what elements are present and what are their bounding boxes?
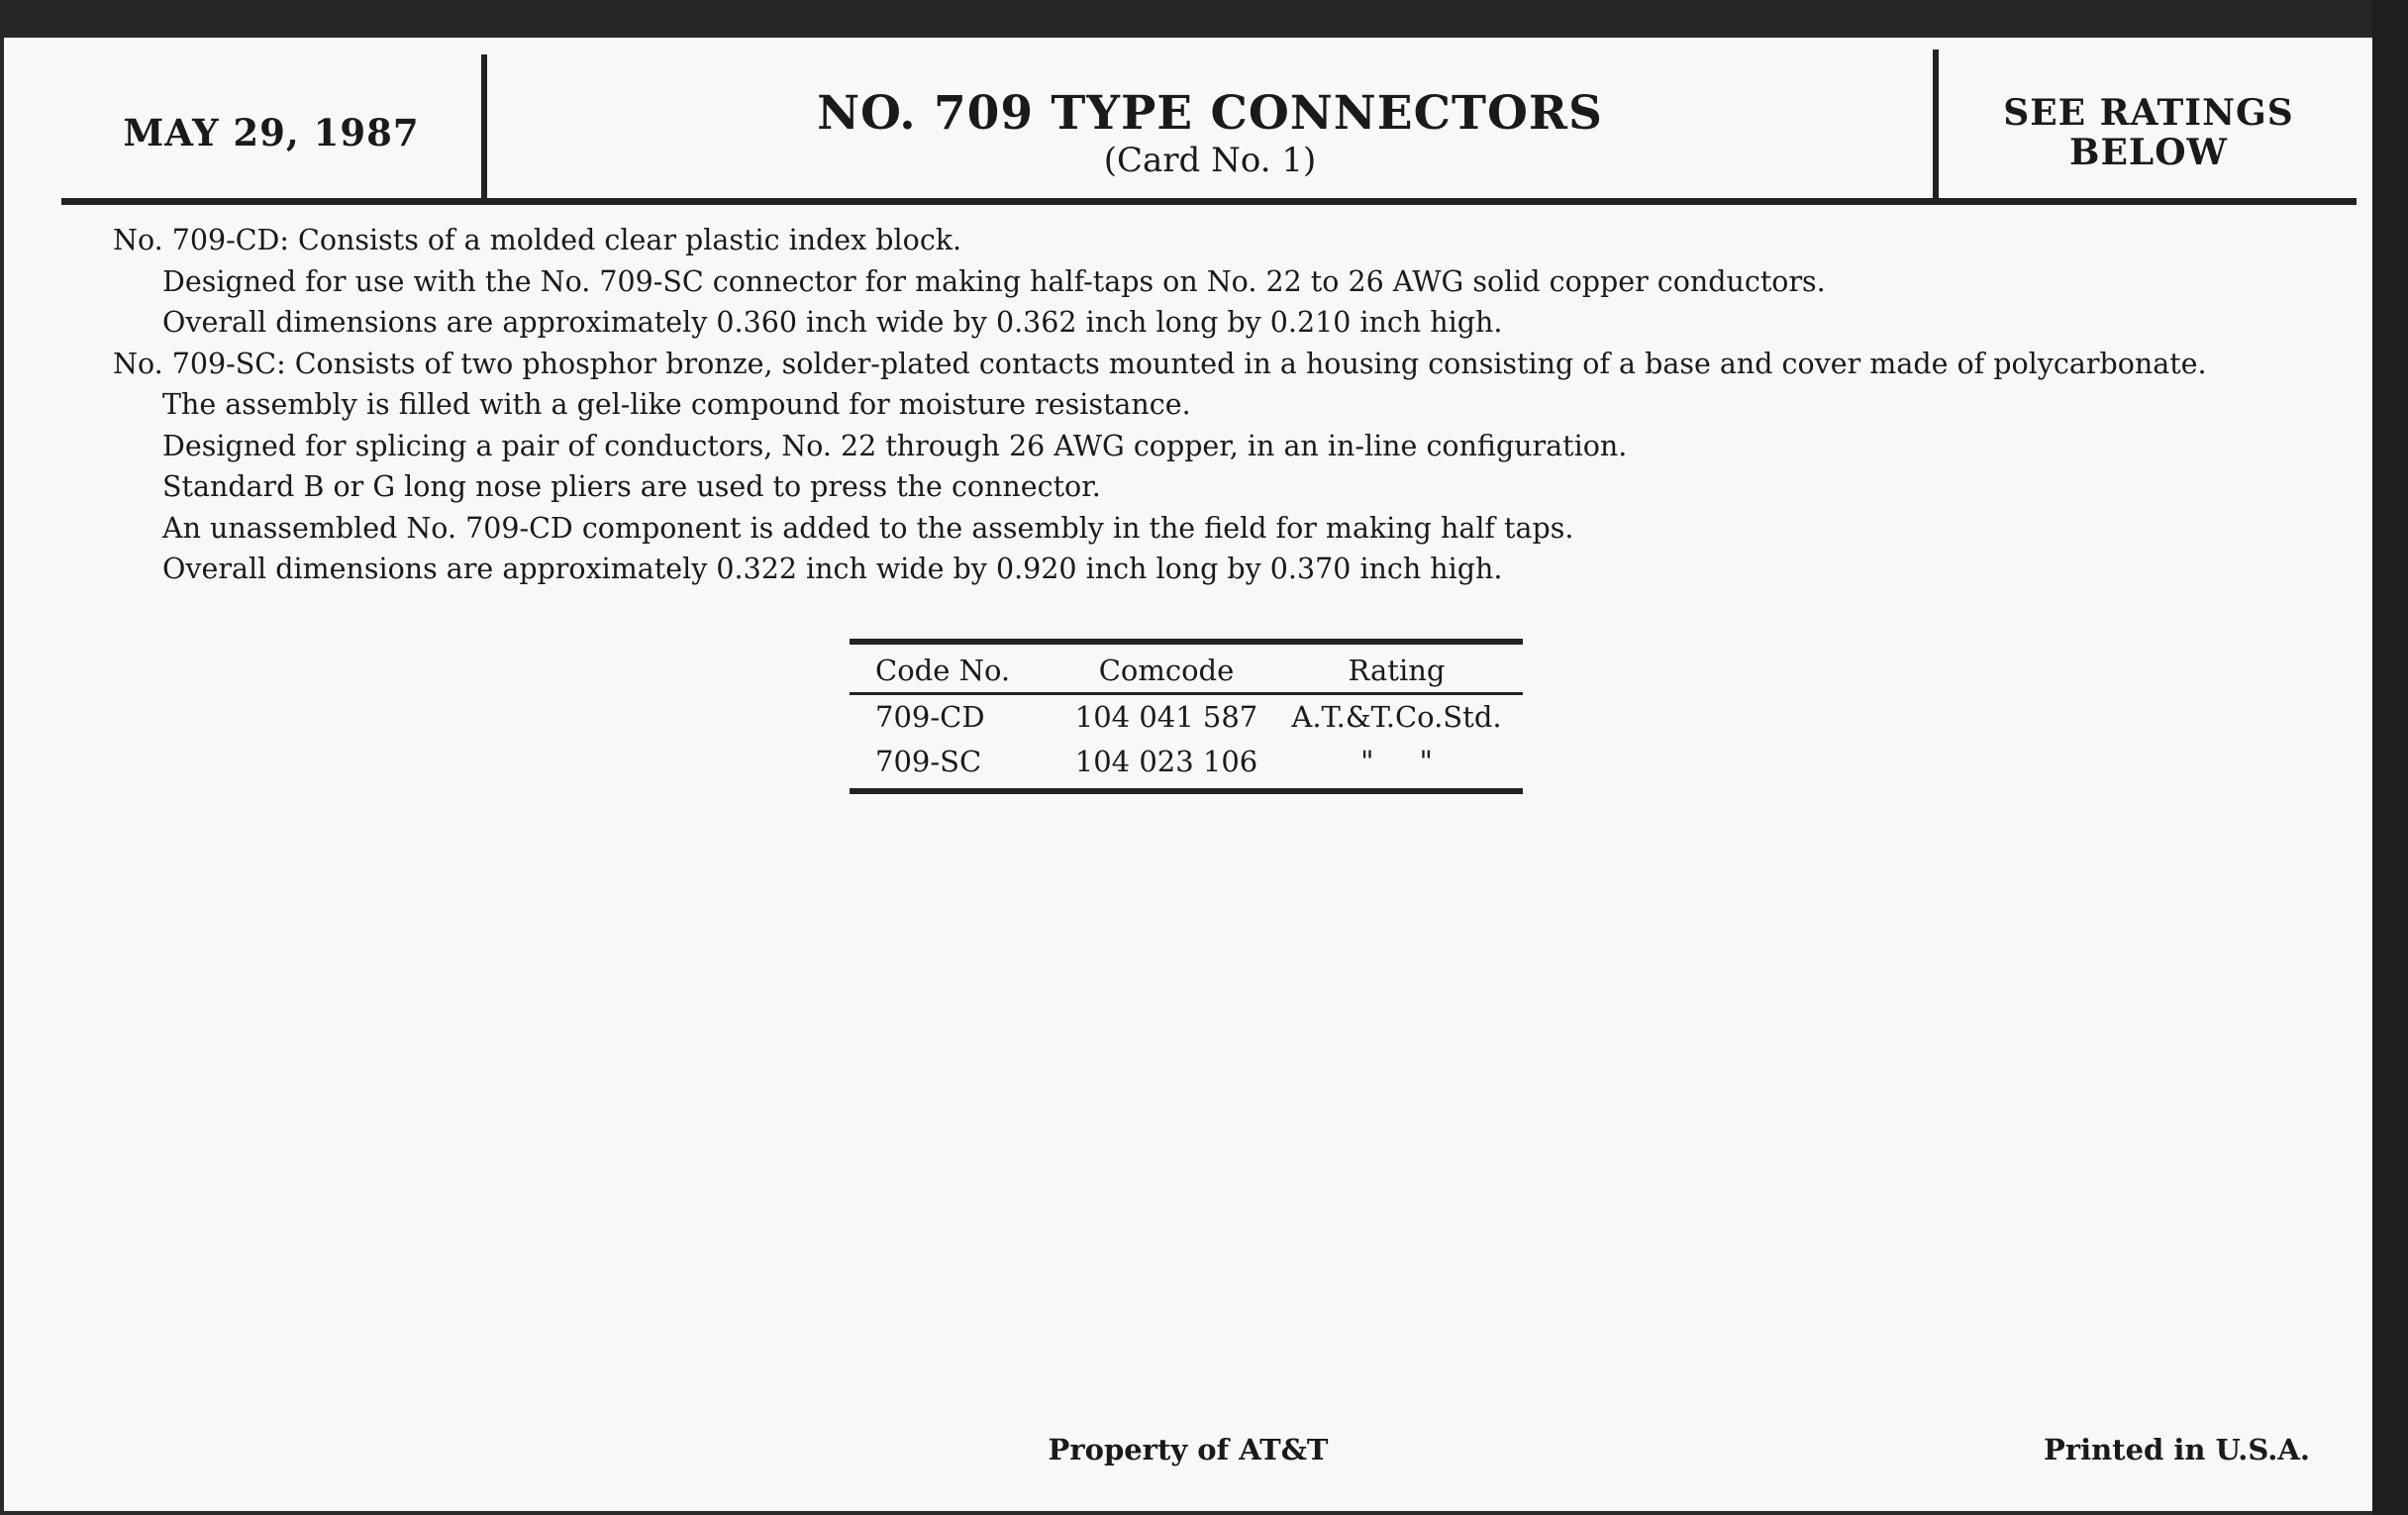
footer-property: Property of AT&T (1048, 1433, 1329, 1466)
description-body (113, 220, 2351, 590)
rating-note (1939, 93, 2358, 172)
document-title-block (487, 87, 1933, 180)
description-line: The assembly is filled with a gel-like compound for moisture resistance. (162, 388, 1191, 421)
table-bottom-rule (850, 788, 1523, 794)
description-line: Overall dimensions are approximately 0.360 inch wide by 0.362 inch long by 0.210 inch high. (162, 306, 1503, 339)
document-date: MAY 29, 1987 (123, 111, 420, 154)
description-line: An unassembled No. 709-CD component is added to the assembly in the field for making half taps. (162, 511, 1574, 545)
document-title: NO. 709 TYPE CONNECTORS (817, 86, 1603, 141)
header-rule (61, 198, 2357, 205)
rating-note-line1: SEE RATINGS (2003, 92, 2294, 134)
table-row (850, 740, 1523, 784)
column-header-rating: Rating (1348, 654, 1446, 687)
cell-rating: A.T.&T.Co.Std. (1291, 700, 1502, 734)
footer-printed: Printed in U.S.A. (2044, 1433, 2310, 1466)
rating-note-line2: BELOW (2069, 132, 2228, 173)
scan-border-right (2372, 0, 2408, 1515)
description-line: Designed for use with the No. 709-SC connector for making half-taps on No. 22 to 26 AWG solid copper conductors. (162, 264, 1826, 298)
cell-comcode: 104 023 106 (1074, 745, 1258, 778)
table-row (850, 695, 1523, 740)
column-header-code: Code No. (875, 654, 1011, 687)
description-line: No. 709-SC: Consists of two phosphor bronze, solder-plated contacts mounted in a housing consisting of a base and cover made of polycarbonate. (113, 347, 2207, 380)
scan-border-top (0, 0, 2408, 38)
table-header-row (850, 645, 1523, 692)
ratings-table (850, 639, 1523, 794)
column-header-comcode: Comcode (1098, 654, 1235, 687)
cell-code: 709-CD (875, 700, 985, 734)
description-line: No. 709-CD: Consists of a molded clear plastic index block. (113, 224, 962, 256)
cell-comcode: 104 041 587 (1074, 700, 1258, 734)
description-line: Designed for splicing a pair of conductors, No. 22 through 26 AWG copper, in an in-line configuration. (162, 429, 1628, 462)
document-subtitle: (Card No. 1) (1103, 141, 1317, 180)
cell-rating: " " (1360, 745, 1433, 778)
description-line: Overall dimensions are approximately 0.322 inch wide by 0.920 inch long by 0.370 inch high. (162, 553, 1503, 585)
cell-code: 709-SC (875, 745, 982, 778)
description-line: Standard B or G long nose pliers are used to press the connector. (162, 470, 1101, 503)
